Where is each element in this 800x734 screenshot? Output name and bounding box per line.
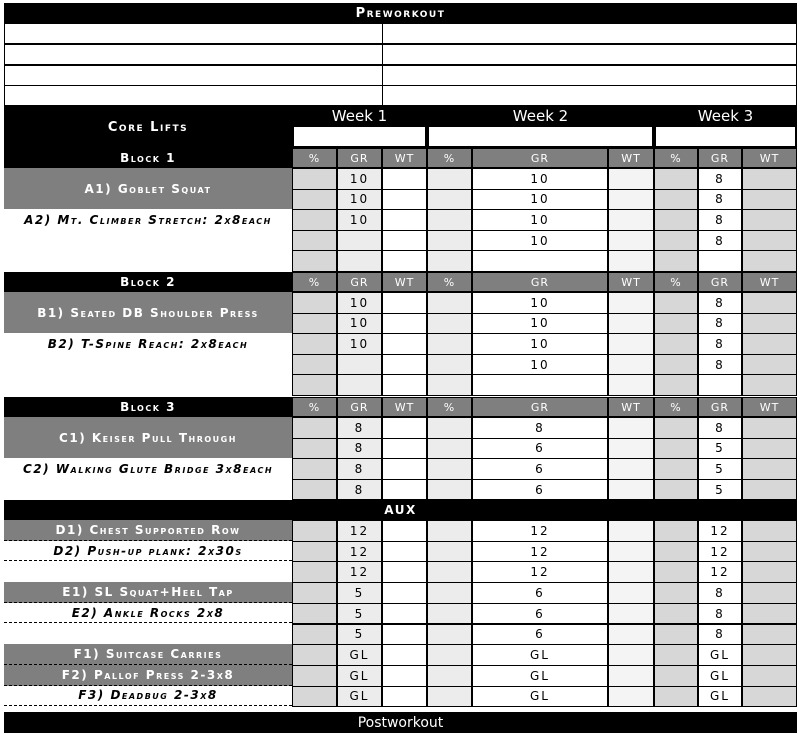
data-cell[interactable] bbox=[608, 209, 654, 231]
col-header: GR bbox=[472, 148, 608, 168]
data-cell[interactable] bbox=[292, 644, 337, 666]
data-cell[interactable] bbox=[608, 374, 654, 396]
aux-exercise-7: F3) Deadbug 2-3x8 bbox=[4, 686, 292, 707]
data-cell[interactable]: GL bbox=[698, 644, 742, 666]
data-cell[interactable] bbox=[742, 354, 797, 376]
data-cell[interactable] bbox=[654, 624, 698, 646]
data-cell[interactable]: 8 bbox=[698, 333, 742, 355]
data-cell[interactable] bbox=[427, 189, 472, 211]
data-cell[interactable] bbox=[608, 250, 654, 272]
col-header: GR bbox=[337, 272, 382, 292]
col-header: % bbox=[654, 272, 698, 292]
data-cell[interactable] bbox=[427, 209, 472, 231]
data-cell[interactable] bbox=[382, 333, 427, 355]
data-cell[interactable]: 6 bbox=[472, 458, 608, 480]
data-cell[interactable]: 10 bbox=[472, 333, 608, 355]
data-cell[interactable] bbox=[382, 624, 427, 646]
data-cell[interactable] bbox=[472, 374, 608, 396]
data-cell[interactable] bbox=[742, 168, 797, 190]
exercise-a1: A1) Goblet Squat bbox=[4, 168, 292, 209]
data-cell[interactable]: 12 bbox=[472, 541, 608, 563]
data-cell[interactable]: 8 bbox=[698, 582, 742, 604]
data-cell[interactable]: 5 bbox=[698, 479, 742, 501]
week-3-date-field[interactable] bbox=[655, 126, 796, 147]
data-cell[interactable] bbox=[608, 417, 654, 439]
data-cell[interactable] bbox=[472, 250, 608, 272]
data-cell[interactable] bbox=[382, 520, 427, 542]
data-cell[interactable]: 10 bbox=[472, 313, 608, 335]
data-cell[interactable] bbox=[382, 644, 427, 666]
data-cell[interactable] bbox=[427, 230, 472, 252]
data-cell[interactable] bbox=[427, 603, 472, 625]
preworkout-field-right[interactable] bbox=[382, 23, 797, 44]
data-cell[interactable] bbox=[382, 189, 427, 211]
data-cell[interactable]: 8 bbox=[698, 292, 742, 314]
data-cell[interactable]: 8 bbox=[698, 417, 742, 439]
preworkout-field-left[interactable] bbox=[4, 85, 383, 106]
data-cell[interactable] bbox=[292, 603, 337, 625]
data-cell[interactable] bbox=[654, 686, 698, 708]
data-cell[interactable] bbox=[382, 582, 427, 604]
data-cell[interactable] bbox=[654, 417, 698, 439]
core-lifts-title: Core Lifts bbox=[4, 106, 292, 148]
aux-exercise-5: F1) Suitcase Carries bbox=[4, 644, 292, 665]
block-1-title: Block 1 bbox=[4, 148, 292, 168]
aux-exercise-1: D1) Chest Supported Row bbox=[4, 520, 292, 541]
data-cell[interactable] bbox=[427, 624, 472, 646]
data-cell[interactable] bbox=[654, 458, 698, 480]
col-header: % bbox=[654, 148, 698, 168]
data-cell[interactable]: 8 bbox=[698, 168, 742, 190]
data-cell[interactable]: 8 bbox=[337, 479, 382, 501]
data-cell[interactable] bbox=[654, 644, 698, 666]
data-cell[interactable] bbox=[654, 333, 698, 355]
data-cell[interactable]: GL bbox=[472, 644, 608, 666]
col-header: GR bbox=[337, 148, 382, 168]
data-cell[interactable] bbox=[742, 209, 797, 231]
data-cell[interactable] bbox=[742, 189, 797, 211]
data-cell[interactable]: 12 bbox=[698, 541, 742, 563]
data-cell[interactable] bbox=[382, 230, 427, 252]
data-cell[interactable] bbox=[742, 541, 797, 563]
col-header: WT bbox=[608, 148, 654, 168]
col-header: % bbox=[292, 272, 337, 292]
data-cell[interactable] bbox=[608, 458, 654, 480]
preworkout-field-left[interactable] bbox=[4, 44, 383, 65]
data-cell[interactable] bbox=[608, 354, 654, 376]
data-cell[interactable] bbox=[654, 561, 698, 583]
data-cell[interactable]: 5 bbox=[337, 624, 382, 646]
data-cell[interactable] bbox=[742, 250, 797, 272]
data-cell[interactable]: 6 bbox=[472, 582, 608, 604]
data-cell[interactable]: 10 bbox=[337, 189, 382, 211]
data-cell[interactable]: 8 bbox=[698, 603, 742, 625]
data-cell[interactable] bbox=[608, 230, 654, 252]
col-header: % bbox=[427, 272, 472, 292]
data-cell[interactable] bbox=[654, 520, 698, 542]
data-cell[interactable]: 10 bbox=[472, 189, 608, 211]
data-cell[interactable] bbox=[742, 665, 797, 687]
col-header: % bbox=[654, 397, 698, 417]
preworkout-field-right[interactable] bbox=[382, 85, 797, 106]
data-cell[interactable] bbox=[742, 686, 797, 708]
data-cell[interactable] bbox=[292, 230, 337, 252]
data-cell[interactable]: 8 bbox=[472, 417, 608, 439]
data-cell[interactable] bbox=[742, 644, 797, 666]
data-cell[interactable] bbox=[382, 168, 427, 190]
data-cell[interactable] bbox=[742, 313, 797, 335]
data-cell[interactable] bbox=[608, 292, 654, 314]
data-cell[interactable]: 5 bbox=[337, 582, 382, 604]
data-cell[interactable] bbox=[292, 665, 337, 687]
col-header: WT bbox=[608, 272, 654, 292]
exercise-b2: B2) T-Spine Reach: 2x8each bbox=[4, 333, 292, 354]
data-cell[interactable] bbox=[337, 250, 382, 272]
data-cell[interactable]: 10 bbox=[337, 292, 382, 314]
data-cell[interactable] bbox=[382, 479, 427, 501]
data-cell[interactable] bbox=[742, 230, 797, 252]
data-cell[interactable] bbox=[427, 686, 472, 708]
data-cell[interactable] bbox=[654, 541, 698, 563]
data-cell[interactable]: 8 bbox=[337, 438, 382, 460]
data-cell[interactable] bbox=[382, 374, 427, 396]
data-cell[interactable] bbox=[292, 333, 337, 355]
data-cell[interactable]: 8 bbox=[337, 417, 382, 439]
col-header: % bbox=[427, 397, 472, 417]
data-cell[interactable] bbox=[427, 313, 472, 335]
data-cell[interactable] bbox=[654, 168, 698, 190]
data-cell[interactable] bbox=[427, 582, 472, 604]
postworkout-title: Postworkout bbox=[4, 712, 797, 733]
data-cell[interactable]: 6 bbox=[472, 603, 608, 625]
data-cell[interactable]: 6 bbox=[472, 438, 608, 460]
data-cell[interactable] bbox=[654, 292, 698, 314]
data-cell[interactable] bbox=[608, 479, 654, 501]
col-header: WT bbox=[382, 397, 427, 417]
preworkout-field-right[interactable] bbox=[382, 44, 797, 65]
data-cell[interactable] bbox=[654, 313, 698, 335]
data-cell[interactable] bbox=[427, 561, 472, 583]
data-cell[interactable] bbox=[742, 458, 797, 480]
data-cell[interactable] bbox=[654, 665, 698, 687]
data-cell[interactable] bbox=[292, 561, 337, 583]
col-header: % bbox=[292, 148, 337, 168]
col-header: % bbox=[292, 397, 337, 417]
col-header: WT bbox=[608, 397, 654, 417]
data-cell[interactable]: 12 bbox=[698, 520, 742, 542]
data-cell[interactable] bbox=[698, 250, 742, 272]
data-cell[interactable]: 8 bbox=[698, 209, 742, 231]
data-cell[interactable] bbox=[292, 582, 337, 604]
col-header: GR bbox=[337, 397, 382, 417]
preworkout-field-left[interactable] bbox=[4, 65, 383, 86]
data-cell[interactable] bbox=[382, 417, 427, 439]
col-header: WT bbox=[382, 148, 427, 168]
week-3-title: Week 3 bbox=[654, 106, 797, 126]
col-header: WT bbox=[382, 272, 427, 292]
data-cell[interactable] bbox=[742, 582, 797, 604]
data-cell[interactable]: 12 bbox=[472, 520, 608, 542]
data-cell[interactable] bbox=[382, 438, 427, 460]
data-cell[interactable] bbox=[608, 582, 654, 604]
data-cell[interactable] bbox=[608, 438, 654, 460]
col-header: GR bbox=[698, 148, 742, 168]
exercise-c2: C2) Walking Glute Bridge 3x8each bbox=[4, 458, 292, 479]
data-cell[interactable] bbox=[654, 582, 698, 604]
data-cell[interactable] bbox=[608, 686, 654, 708]
data-cell[interactable]: 8 bbox=[698, 354, 742, 376]
data-cell[interactable] bbox=[292, 292, 337, 314]
data-cell[interactable] bbox=[382, 541, 427, 563]
preworkout-title: Preworkout bbox=[4, 3, 797, 23]
data-cell[interactable] bbox=[654, 230, 698, 252]
week-2-date-field[interactable] bbox=[428, 126, 653, 147]
data-cell[interactable] bbox=[427, 644, 472, 666]
preworkout-field-right[interactable] bbox=[382, 65, 797, 86]
data-cell[interactable]: GL bbox=[698, 665, 742, 687]
data-cell[interactable]: 5 bbox=[337, 603, 382, 625]
data-cell[interactable] bbox=[382, 250, 427, 272]
data-cell[interactable]: 8 bbox=[698, 624, 742, 646]
data-cell[interactable] bbox=[292, 520, 337, 542]
data-cell[interactable]: GL bbox=[337, 644, 382, 666]
data-cell[interactable] bbox=[742, 520, 797, 542]
data-cell[interactable] bbox=[292, 417, 337, 439]
data-cell[interactable]: GL bbox=[698, 686, 742, 708]
data-cell[interactable]: 5 bbox=[698, 438, 742, 460]
col-header: WT bbox=[742, 148, 797, 168]
data-cell[interactable] bbox=[654, 479, 698, 501]
data-cell[interactable] bbox=[292, 168, 337, 190]
data-cell[interactable] bbox=[427, 458, 472, 480]
data-cell[interactable] bbox=[292, 458, 337, 480]
data-cell[interactable] bbox=[654, 374, 698, 396]
aux-title: AUX bbox=[4, 500, 797, 520]
data-cell[interactable] bbox=[427, 333, 472, 355]
data-cell[interactable] bbox=[427, 354, 472, 376]
data-cell[interactable] bbox=[654, 189, 698, 211]
data-cell[interactable]: 10 bbox=[337, 333, 382, 355]
data-cell[interactable]: 10 bbox=[472, 292, 608, 314]
data-cell[interactable]: 5 bbox=[698, 458, 742, 480]
exercise-a2: A2) Mt. Climber Stretch: 2x8each bbox=[4, 209, 292, 230]
col-header: GR bbox=[472, 397, 608, 417]
data-cell[interactable]: 12 bbox=[472, 561, 608, 583]
data-cell[interactable] bbox=[292, 313, 337, 335]
block-2-title: Block 2 bbox=[4, 272, 292, 292]
exercise-b1: B1) Seated DB Shoulder Press bbox=[4, 292, 292, 333]
data-cell[interactable] bbox=[382, 686, 427, 708]
data-cell[interactable]: GL bbox=[337, 686, 382, 708]
data-cell[interactable] bbox=[427, 292, 472, 314]
data-cell[interactable] bbox=[742, 292, 797, 314]
data-cell[interactable] bbox=[292, 624, 337, 646]
data-cell[interactable]: GL bbox=[472, 686, 608, 708]
data-cell[interactable] bbox=[608, 644, 654, 666]
week-1-date-field[interactable] bbox=[293, 126, 426, 147]
data-cell[interactable]: 6 bbox=[472, 624, 608, 646]
aux-exercise-4: E2) Ankle Rocks 2x8 bbox=[4, 603, 292, 624]
data-cell[interactable] bbox=[292, 189, 337, 211]
block-3-title: Block 3 bbox=[4, 397, 292, 417]
data-cell[interactable]: 12 bbox=[698, 561, 742, 583]
data-cell[interactable] bbox=[742, 333, 797, 355]
week-2-title: Week 2 bbox=[427, 106, 654, 126]
data-cell[interactable] bbox=[337, 230, 382, 252]
data-cell[interactable] bbox=[608, 603, 654, 625]
data-cell[interactable] bbox=[742, 624, 797, 646]
data-cell[interactable] bbox=[654, 354, 698, 376]
data-cell[interactable] bbox=[654, 209, 698, 231]
data-cell[interactable] bbox=[382, 209, 427, 231]
data-cell[interactable]: 10 bbox=[472, 354, 608, 376]
data-cell[interactable]: 12 bbox=[337, 520, 382, 542]
data-cell[interactable] bbox=[292, 541, 337, 563]
exercise-c1: C1) Keiser Pull Through bbox=[4, 417, 292, 458]
data-cell[interactable] bbox=[742, 374, 797, 396]
data-cell[interactable] bbox=[742, 603, 797, 625]
col-header: % bbox=[427, 148, 472, 168]
data-cell[interactable] bbox=[382, 561, 427, 583]
data-cell[interactable] bbox=[608, 541, 654, 563]
data-cell[interactable] bbox=[654, 438, 698, 460]
data-cell[interactable] bbox=[382, 458, 427, 480]
data-cell[interactable] bbox=[427, 541, 472, 563]
data-cell[interactable] bbox=[427, 250, 472, 272]
data-cell[interactable]: 8 bbox=[698, 313, 742, 335]
data-cell[interactable]: 10 bbox=[337, 209, 382, 231]
data-cell[interactable] bbox=[427, 479, 472, 501]
data-cell[interactable]: 10 bbox=[472, 209, 608, 231]
data-cell[interactable]: GL bbox=[472, 665, 608, 687]
data-cell[interactable] bbox=[698, 374, 742, 396]
data-cell[interactable] bbox=[382, 292, 427, 314]
data-cell[interactable] bbox=[742, 417, 797, 439]
data-cell[interactable] bbox=[337, 374, 382, 396]
data-cell[interactable] bbox=[608, 189, 654, 211]
data-cell[interactable]: 12 bbox=[337, 541, 382, 563]
data-cell[interactable] bbox=[427, 374, 472, 396]
data-cell[interactable] bbox=[608, 333, 654, 355]
data-cell[interactable] bbox=[608, 665, 654, 687]
aux-exercise-3: E1) SL Squat+Heel Tap bbox=[4, 582, 292, 603]
data-cell[interactable] bbox=[427, 438, 472, 460]
data-cell[interactable] bbox=[742, 479, 797, 501]
data-cell[interactable] bbox=[292, 209, 337, 231]
data-cell[interactable] bbox=[427, 417, 472, 439]
week-1-title: Week 1 bbox=[292, 106, 427, 126]
data-cell[interactable]: GL bbox=[337, 665, 382, 687]
data-cell[interactable] bbox=[742, 438, 797, 460]
data-cell[interactable] bbox=[654, 603, 698, 625]
data-cell[interactable]: 8 bbox=[698, 230, 742, 252]
data-cell[interactable]: 10 bbox=[472, 230, 608, 252]
preworkout-field-left[interactable] bbox=[4, 23, 383, 44]
data-cell[interactable] bbox=[337, 354, 382, 376]
data-cell[interactable] bbox=[292, 686, 337, 708]
data-cell[interactable] bbox=[427, 520, 472, 542]
data-cell[interactable] bbox=[382, 603, 427, 625]
data-cell[interactable] bbox=[742, 561, 797, 583]
data-cell[interactable] bbox=[654, 250, 698, 272]
data-cell[interactable] bbox=[382, 354, 427, 376]
aux-exercise-2: D2) Push-up plank: 2x30s bbox=[4, 541, 292, 562]
data-cell[interactable]: 10 bbox=[337, 168, 382, 190]
data-cell[interactable] bbox=[608, 624, 654, 646]
data-cell[interactable] bbox=[292, 438, 337, 460]
data-cell[interactable] bbox=[292, 250, 337, 272]
data-cell[interactable] bbox=[427, 665, 472, 687]
data-cell[interactable] bbox=[382, 665, 427, 687]
col-header: GR bbox=[698, 397, 742, 417]
data-cell[interactable] bbox=[292, 479, 337, 501]
data-cell[interactable] bbox=[292, 374, 337, 396]
col-header: GR bbox=[698, 272, 742, 292]
col-header: WT bbox=[742, 272, 797, 292]
data-cell[interactable]: 6 bbox=[472, 479, 608, 501]
data-cell[interactable] bbox=[382, 313, 427, 335]
data-cell[interactable]: 10 bbox=[337, 313, 382, 335]
col-header: WT bbox=[742, 397, 797, 417]
data-cell[interactable]: 12 bbox=[337, 561, 382, 583]
aux-exercise-6: F2) Pallof Press 2-3x8 bbox=[4, 665, 292, 686]
data-cell[interactable] bbox=[608, 313, 654, 335]
col-header: GR bbox=[472, 272, 608, 292]
data-cell[interactable]: 10 bbox=[472, 168, 608, 190]
data-cell[interactable] bbox=[608, 561, 654, 583]
data-cell[interactable] bbox=[292, 354, 337, 376]
data-cell[interactable] bbox=[427, 168, 472, 190]
data-cell[interactable] bbox=[608, 520, 654, 542]
data-cell[interactable]: 8 bbox=[698, 189, 742, 211]
data-cell[interactable]: 8 bbox=[337, 458, 382, 480]
data-cell[interactable] bbox=[608, 168, 654, 190]
